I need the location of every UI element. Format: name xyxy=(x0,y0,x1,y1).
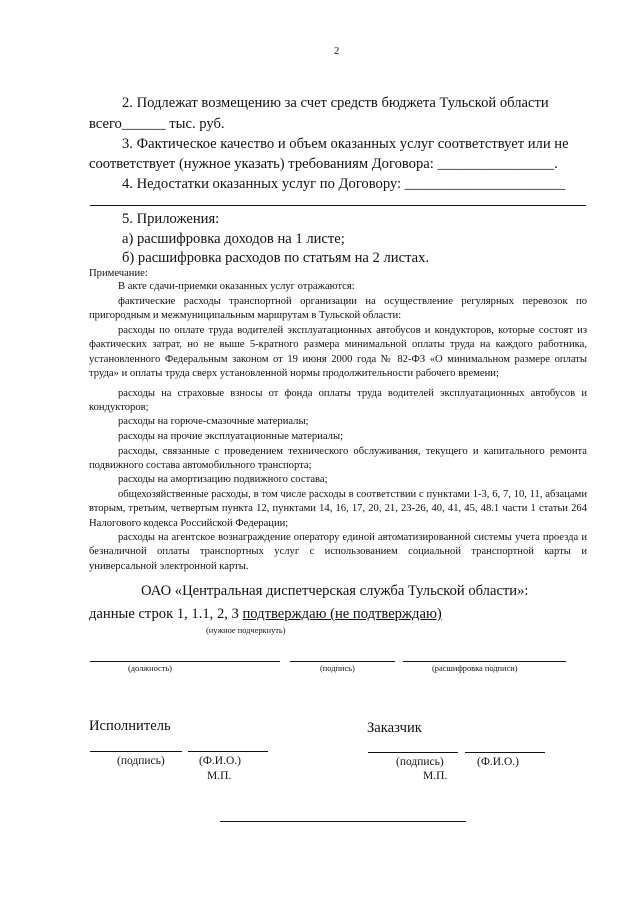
page-number: 2 xyxy=(334,46,340,57)
confirm-line xyxy=(89,606,442,623)
item-4-blank-line xyxy=(90,205,586,206)
confirm-hint: (нужное подчеркнуть) xyxy=(206,626,286,635)
item-4-line-1: 4. Недостатки оказанных услуг по Договору: ______________________ xyxy=(122,176,566,192)
note-intro: В акте сдачи-приемки оказанных услуг отражаются: xyxy=(118,281,355,292)
executor-fio-label: (Ф.И.О.) xyxy=(199,755,241,767)
sig-position-label: (должность) xyxy=(128,664,172,673)
note-paragraph-8: общехозяйственные расходы, в том числе расходы в соответствии с пунктами 1-3, 6, 7, 10, 11, абзацами вторым, третьим, четвертым пункта 12, пунктами 14, 16, 17, 20, 21, 23-26, 40, 41, 45, 48.1 части 1 статьи 264 Налогового кодекса Российской Федерации; xyxy=(89,489,587,529)
org-name: ОАО «Центральная диспетчерская служба Тульской области»: xyxy=(141,583,529,599)
item-5-a: а) расшифровка доходов на 1 листе; xyxy=(122,231,345,247)
decode-line xyxy=(403,661,566,662)
customer-title: Заказчик xyxy=(367,720,422,736)
item-3-line-2: соответствует (нужное указать) требованиям Договора: ________________. xyxy=(89,156,558,172)
item-5-b: б) расшифровка расходов по статьям на 2 листах. xyxy=(122,250,430,266)
customer-stamp: М.П. xyxy=(423,770,448,782)
note-paragraph-2: расходы по оплате труда водителей эксплуатационных автобусов и кондукторов, которые состоят из фактических затрат, но не выше 5-кратного размера минимальной оплаты труда на каждого работника, установленного Федеральным законом от 19 июня 2000 года № 82-ФЗ «О минимальном размере оплаты труда» и оплаты труда сверх установленной нормы продолжительности рабочего времени; xyxy=(89,325,587,380)
note-paragraph-9: расходы на агентское вознаграждение оператору единой автоматизированной системы учета проезда и безналичной оплаты транспортных услуг с использованием социальной транспортной карты и универсальной электронной карты. xyxy=(89,532,587,572)
item-2-line-1: 2. Подлежат возмещению за счет средств бюджета Тульской области xyxy=(122,95,549,111)
signature-line xyxy=(290,661,395,662)
note-paragraph-7: расходы на амортизацию подвижного состава; xyxy=(118,474,328,485)
note-paragraph-4: расходы на горюче-смазочные материалы; xyxy=(118,416,309,427)
note-paragraph-5: расходы на прочие эксплуатационные материалы; xyxy=(118,431,344,442)
executor-fio-line xyxy=(188,751,268,752)
customer-fio-label: (Ф.И.О.) xyxy=(477,756,519,768)
customer-signature-label: (подпись) xyxy=(396,756,444,768)
executor-signature-line xyxy=(90,751,182,752)
executor-stamp: М.П. xyxy=(207,770,232,782)
item-3-line-1: 3. Фактическое качество и объем оказанных услуг соответствует или не xyxy=(122,136,569,152)
customer-signature-line xyxy=(368,752,458,753)
bottom-separator xyxy=(220,821,466,822)
confirm-prefix: данные строк 1, 1.1, 2, 3 xyxy=(89,606,243,622)
note-paragraph-1: фактические расходы транспортной организации на осуществление регулярных перевозок по пригородным и межмуниципальным маршрутам в Тульской области: xyxy=(89,296,587,322)
note-paragraph-6: расходы, связанные с проведением технического обслуживания, текущего и капитального ремонта подвижного состава автомобильного транспорта; xyxy=(89,446,587,472)
sig-decode-label: (расшифровка подписи) xyxy=(432,664,518,673)
confirm-choice: подтверждаю (не подтверждаю) xyxy=(242,606,442,622)
executor-title: Исполнитель xyxy=(89,718,171,734)
position-line xyxy=(90,661,280,662)
note-title: Примечание: xyxy=(89,268,148,279)
item-5-title: 5. Приложения: xyxy=(122,211,220,227)
item-2-line-2: всего______ тыс. руб. xyxy=(89,116,225,132)
note-paragraph-3: расходы на страховые взносы от фонда оплаты труда водителей эксплуатационных автобусов и кондукторов; xyxy=(89,388,587,414)
executor-signature-label: (подпись) xyxy=(117,755,165,767)
customer-fio-line xyxy=(465,752,545,753)
sig-signature-label: (подпись) xyxy=(320,664,355,673)
